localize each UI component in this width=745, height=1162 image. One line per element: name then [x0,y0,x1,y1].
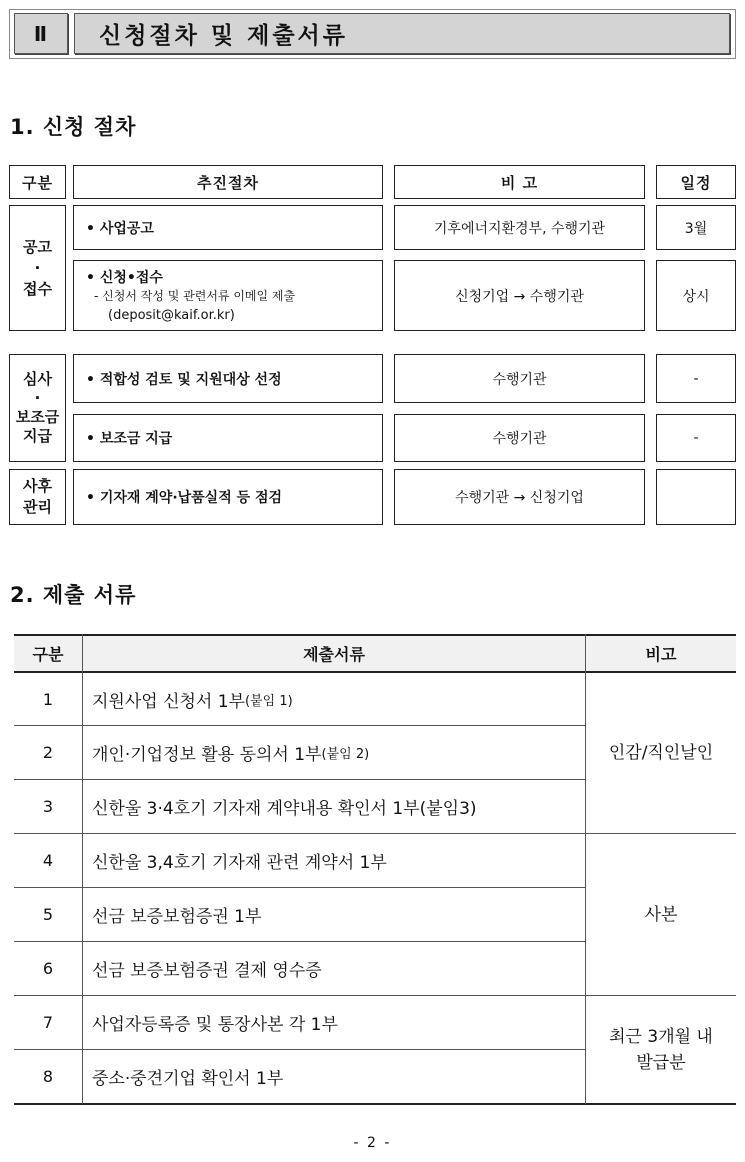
doc-row-number: 6 [42,959,54,978]
doc-row-title [83,942,585,995]
doc-title-text: 지원사업 신청서 1부 [92,691,245,712]
doc-title-text: 중소·중견기업 확인서 1부 [92,1069,284,1089]
doc-row-title [83,726,585,779]
proc-step-review [73,354,383,403]
proc-note-cell: 수행기관 [394,354,645,403]
doc-note-copy [586,834,736,995]
doc-row-title [83,673,585,725]
doc-title-text: 신한울 3,4호기 기자재 관련 계약서 1부 [92,853,387,873]
category-line: 지급 [23,427,52,445]
proc-header-procedure: 추진절차 [73,165,383,199]
section-roman-numeral: Ⅱ [14,13,68,54]
doc-title-text: 개인·기업정보 활용 동의서 1부 [92,745,322,765]
doc-row-title [83,1050,585,1103]
proc-step-subsidy [73,414,383,462]
proc-header-note: 비 고 [394,165,645,199]
doc-row-number: 2 [42,743,54,762]
documents-table [14,634,736,1106]
doc-row-title [83,888,585,941]
proc-step-email: (deposit@kaif.or.kr) [108,307,235,323]
doc-row-number: 5 [42,905,54,924]
doc-row-title [83,996,585,1049]
doc-row-number: 1 [42,689,54,709]
category-line: 사후 [23,477,52,495]
table-bottom-rule [14,1103,736,1105]
doc-title-text: 선금 보증보험증권 1부 [92,907,262,927]
category-line: · [34,389,41,407]
proc-step-label: • 기자재 계약·납품실적 등 점검 [86,490,283,506]
proc-note-cell: 기후에너지환경부, 수행기관 [394,205,645,250]
doc-header-no: 구분 [32,645,64,664]
category-line: · [34,258,41,277]
doc-title-text: 사업자등록증 및 통장사본 각 1부 [92,1015,338,1035]
proc-step-detail: - 신청서 작성 및 관련서류 이메일 제출 [94,288,296,303]
proc-note-cell: 수행기관 [394,414,645,462]
proc-schedule-cell: - [656,354,736,403]
doc-row-title [83,780,585,833]
section-header-title: 신청절차 및 제출서류 [74,13,730,54]
proc-step-label: • 적합성 검토 및 지원대상 선정 [86,371,282,388]
doc-row-number: 8 [42,1067,54,1086]
category-line: 공고 [23,237,52,256]
proc-category-announce [9,205,66,331]
doc-attachment-ref: (붙임 2) [321,747,370,762]
doc-title-text: 선금 보증보험증권 결제 영수증 [92,961,322,981]
doc-note-seal [586,673,736,833]
doc-header-note: 비고 [645,645,677,664]
category-line: 심사 [23,370,52,388]
proc-note-cell: 수행기관 → 신청기업 [394,469,645,525]
doc-row-number: 7 [42,1013,54,1032]
doc-row-number: 4 [42,851,54,870]
section2-title: 2. 제출 서류 [10,583,137,607]
proc-header-category: 구분 [9,165,66,199]
doc-row-title [83,834,585,887]
proc-header-schedule: 일정 [656,165,736,199]
proc-schedule-cell: 상시 [656,260,736,331]
category-line: 관리 [23,498,52,516]
category-line: 보조금 [15,408,60,426]
proc-schedule-cell: - [656,414,736,462]
doc-note-text: 사본 [644,904,678,925]
category-line: 접수 [23,279,52,298]
doc-note-text: 인감/직인날인 [608,743,714,763]
proc-step-inspection [73,469,383,525]
proc-category-followup [9,469,66,525]
doc-header-doc: 제출서류 [303,645,365,664]
doc-title-text: 신한울 3·4호기 기자재 계약내용 확인서 1부(붙임3) [92,799,477,819]
proc-schedule-cell: 3월 [656,205,736,250]
doc-row-number: 3 [42,797,54,816]
doc-note-recent [586,996,736,1103]
doc-note-text: 최근 3개월 내 [609,1026,713,1047]
proc-step-label: • 보조금 지급 [86,431,173,447]
proc-step-label: • 사업공고 [86,220,154,237]
proc-schedule-cell [656,469,736,525]
proc-category-review [9,354,66,462]
doc-attachment-ref: (붙임 1) [245,693,293,709]
page-number: - 2 - [353,1135,392,1151]
doc-note-text: 발급분 [636,1052,686,1073]
proc-step-apply [73,260,383,331]
proc-step-announce [73,205,383,250]
proc-step-label: • 신청•접수 [86,269,163,286]
section1-title: 1. 신청 절차 [10,115,137,139]
proc-note-cell: 신청기업 → 수행기관 [394,260,645,331]
